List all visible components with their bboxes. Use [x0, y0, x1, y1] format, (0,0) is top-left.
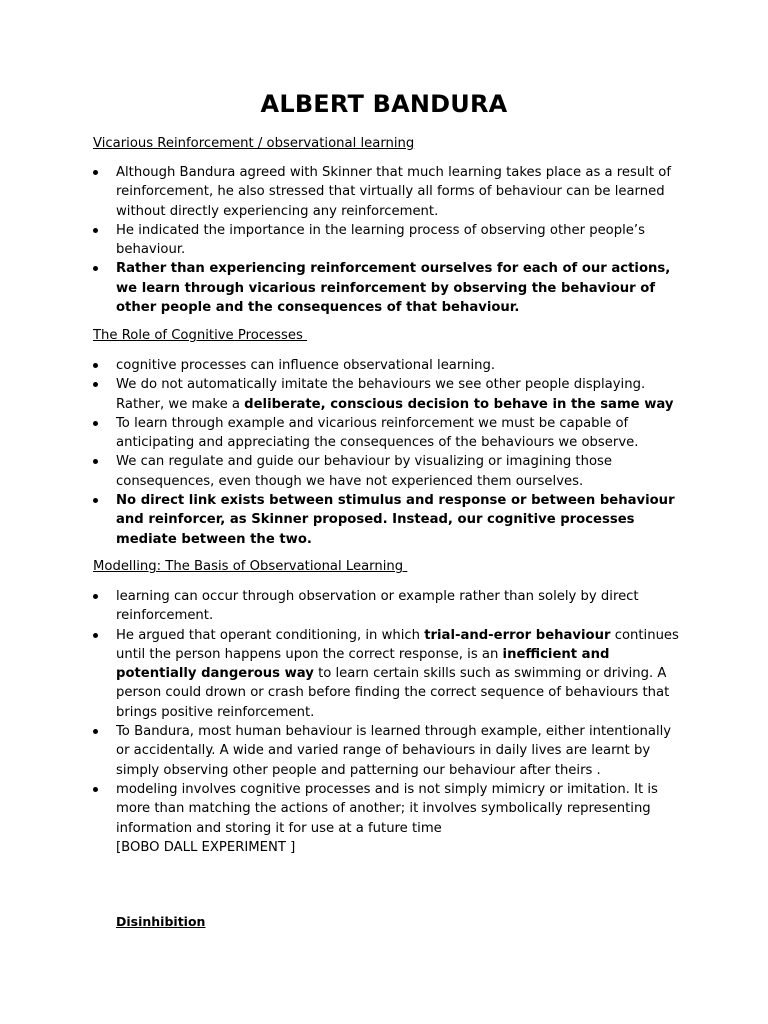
bobo-doll-experiment-note: [BOBO DALL EXPERIMENT ] [116, 839, 296, 855]
list-item-text: He argued that operant conditioning, in which [116, 627, 425, 643]
section-heading-modelling: Modelling: The Basis of Observational Learning [93, 559, 408, 574]
list-item [93, 626, 683, 722]
list-item: We can regulate and guide our behaviour by visualizing or imagining those consequences, even though we have not experienced them ourselves. [93, 452, 683, 491]
list-item: cognitive processes can influence observational learning. [93, 356, 683, 375]
list-item-text: continues until the person happens upon the correct response, is an [116, 627, 679, 662]
bullet-list-cognitive-processes [93, 356, 683, 549]
bullet-list-modelling [93, 587, 683, 857]
bullet-list-vicarious-reinforcement [93, 163, 683, 317]
list-item [93, 780, 683, 857]
list-item-text: modeling involves cognitive processes and is not simply mimicry or imitation. It is more than matching the actions of another; it involves symbolically representing information and storing it for use at a future time [116, 781, 658, 836]
list-item: learning can occur through observation or example rather than solely by direct reinforcement. [93, 587, 683, 626]
list-item: Rather than experiencing reinforcement ourselves for each of our actions, we learn through vicarious reinforcement by observing the behaviour of other people and the consequences of that behaviour. [93, 259, 683, 317]
list-item-emphasis: inefficient and potentially dangerous way [116, 646, 610, 682]
list-item-text: We do not automatically imitate the behaviours we see other people displaying. Rather, we make a [116, 377, 646, 412]
list-item-emphasis: trial-and-error behaviour [424, 627, 611, 643]
document-title: ALBERT BANDURA [260, 90, 508, 118]
list-item-text: to learn certain skills such as swimming or driving. A person could drown or crash before finding the correct sequence of behaviours that brings positive reinforcement. [116, 666, 670, 720]
list-item: To Bandura, most human behaviour is learned through example, either intentionally or accidentally. A wide and varied range of behaviours in daily lives are learnt by simply observing other people and patterning our behaviour after theirs . [93, 722, 683, 780]
list-item: No direct link exists between stimulus and response or between behaviour and reinforcer, as Skinner proposed. Instead, our cognitive processes mediate between the two. [93, 491, 683, 549]
list-item: Although Bandura agreed with Skinner that much learning takes place as a result of reinforcement, he also stressed that virtually all forms of behaviour can be learned without directly experiencing any reinforcement. [93, 163, 683, 221]
list-item: To learn through example and vicarious reinforcement we must be capable of anticipating and appreciating the consequences of the behaviours we observe. [93, 414, 683, 453]
list-item-emphasis: deliberate, conscious decision to behave in the same way [244, 396, 674, 412]
section-heading-vicarious-reinforcement: Vicarious Reinforcement / observational learning [93, 136, 415, 151]
list-item [93, 375, 683, 414]
list-item: He indicated the importance in the learning process of observing other people’s behaviour. [93, 221, 683, 260]
section-heading-disinhibition: Disinhibition [116, 914, 206, 929]
section-heading-cognitive-processes: The Role of Cognitive Processes [93, 328, 308, 343]
